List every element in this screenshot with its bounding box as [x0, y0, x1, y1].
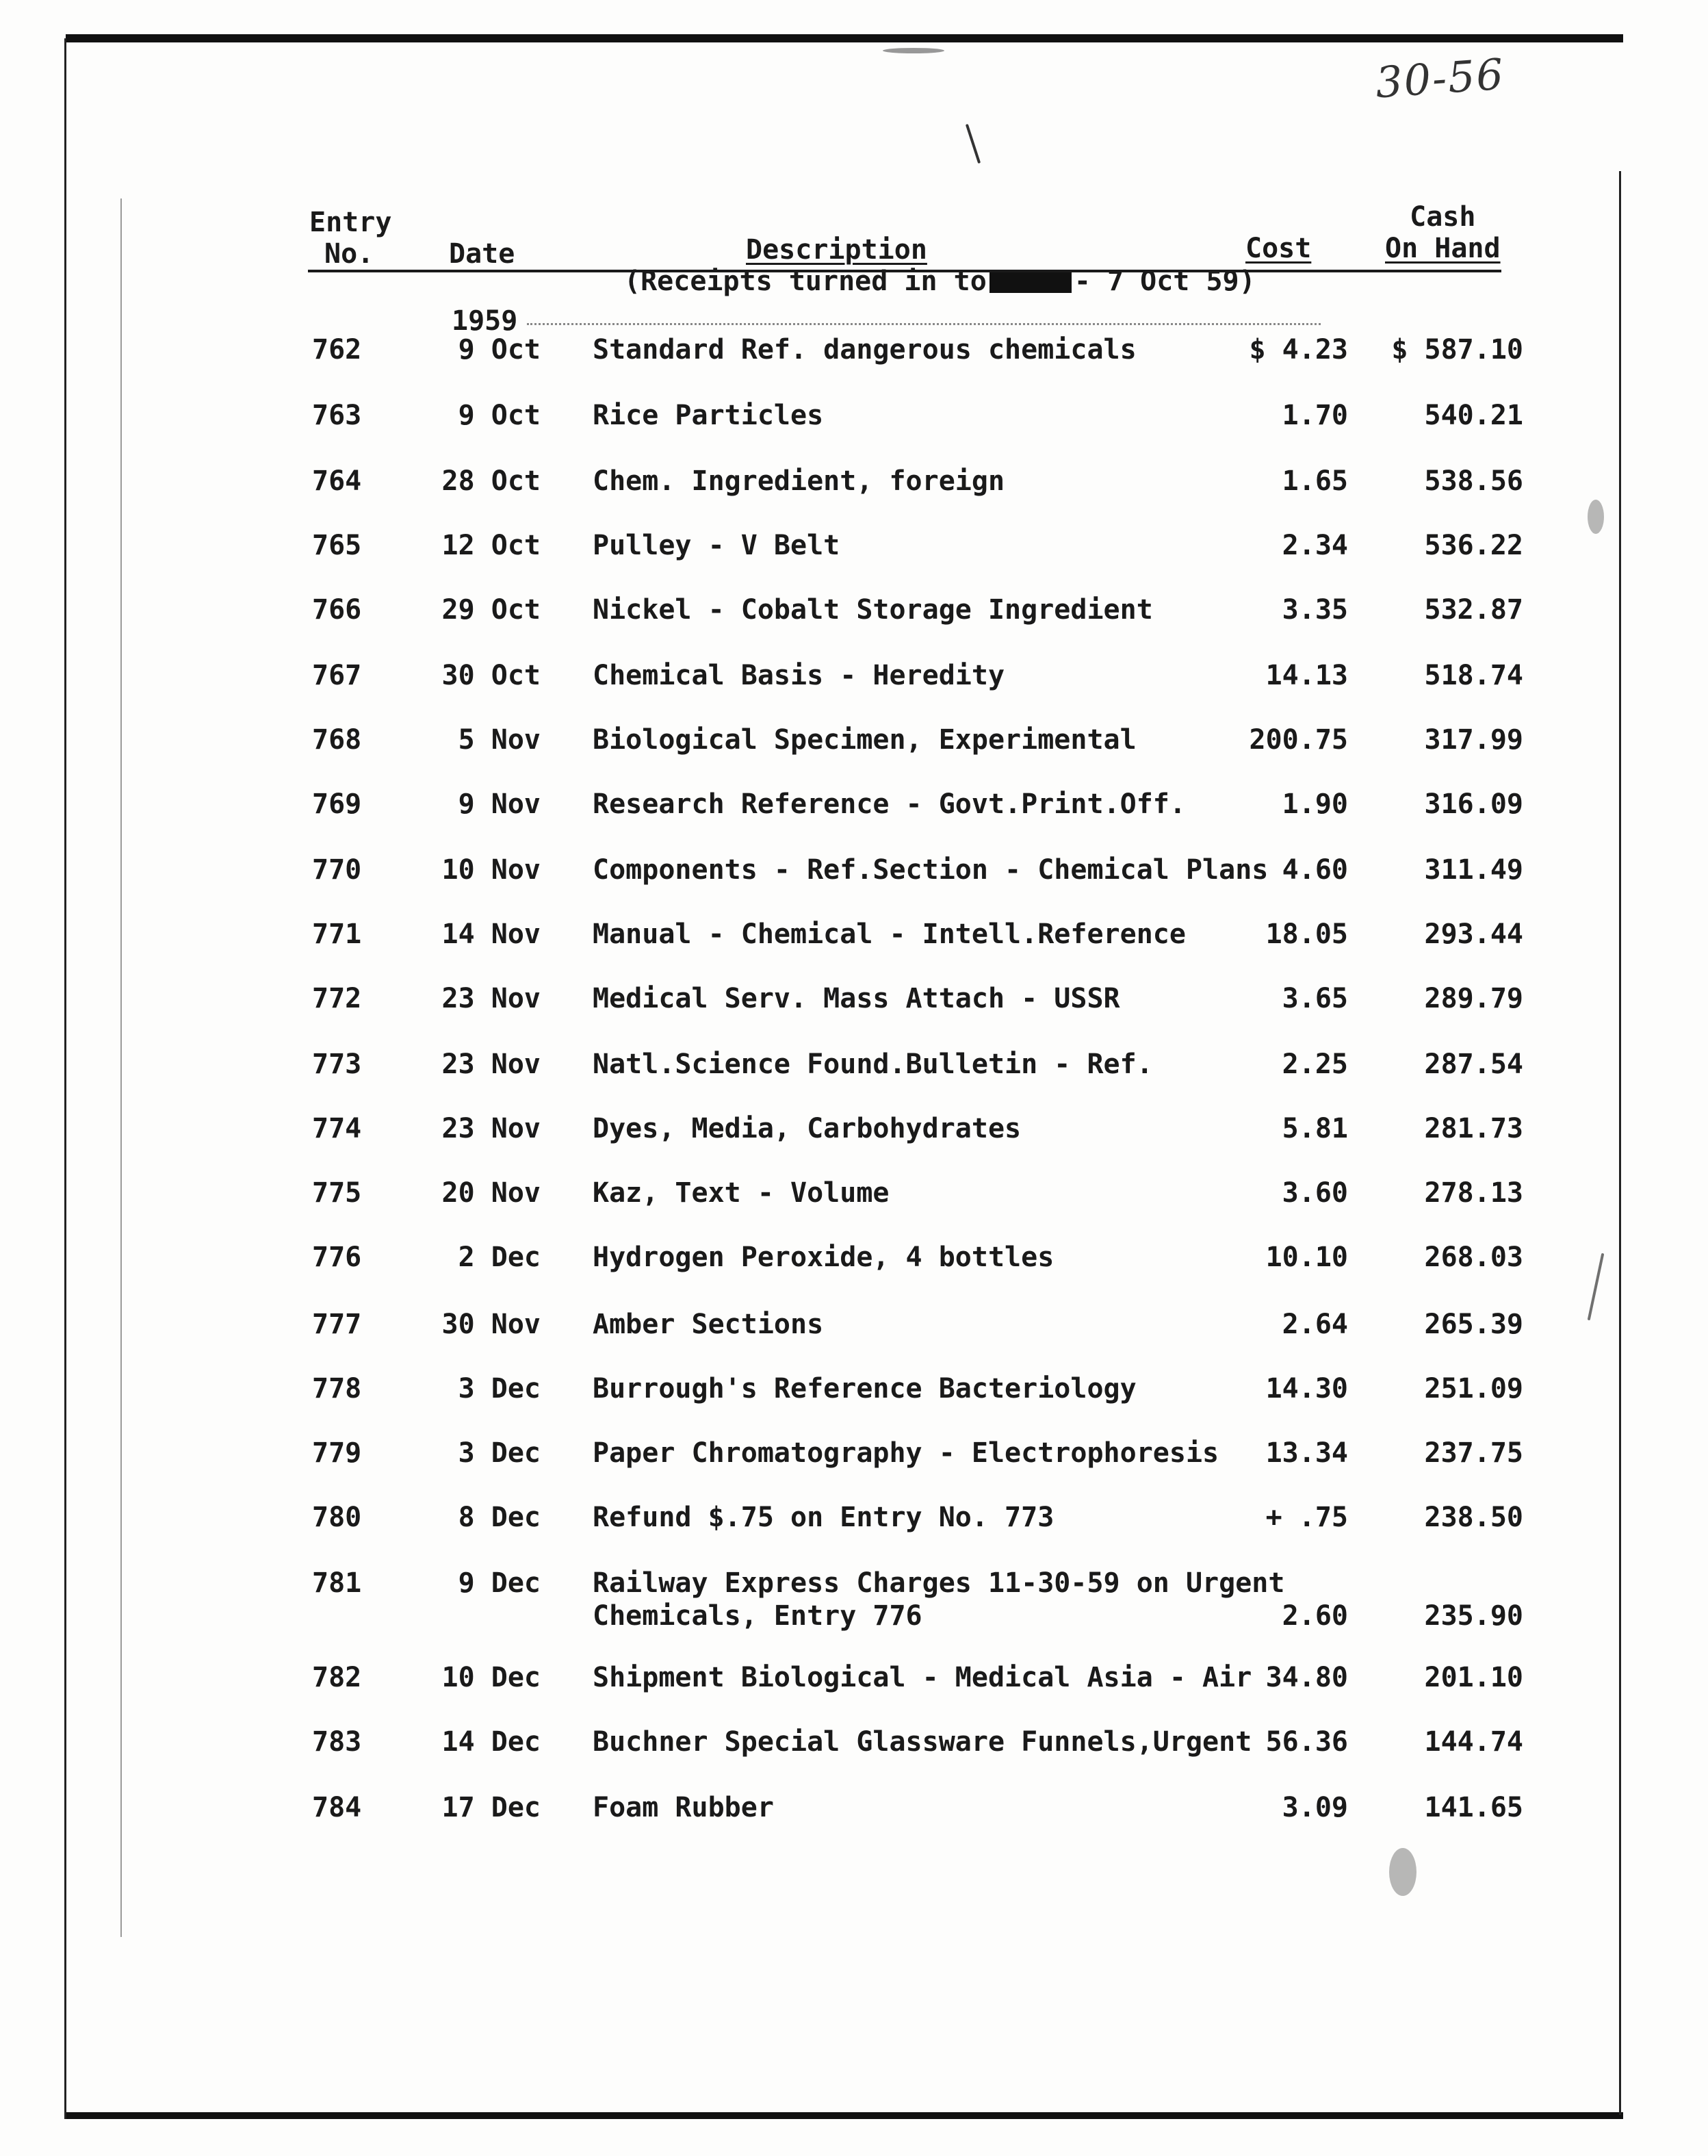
entry-header-line2: No.: [324, 238, 374, 270]
date-cell: 23 Nov: [441, 983, 541, 1014]
date-cell: 29 Oct: [441, 594, 541, 626]
entry-cell: 778: [312, 1373, 362, 1404]
cash-on-hand-cell: 201.10: [1424, 1662, 1523, 1693]
description-cell: Dyes, Media, Carbohydrates: [593, 1113, 1022, 1144]
cash-header-line1: Cash: [1410, 201, 1476, 233]
description-cell-continued: Chemicals, Entry 776: [593, 1600, 922, 1632]
entry-cell: 777: [312, 1309, 362, 1340]
table-row: [0, 660, 1708, 701]
description-cell: Components - Ref.Section - Chemical Plans: [593, 854, 1269, 886]
entry-cell: 779: [312, 1437, 362, 1469]
description-cell: Refund $.75 on Entry No. 773: [593, 1502, 1054, 1533]
cost-cell: 1.65: [1282, 465, 1348, 497]
entry-cell: 770: [312, 854, 362, 886]
table-row: [0, 530, 1708, 571]
cost-cell: + .75: [1265, 1502, 1348, 1533]
cash-on-hand-cell: 238.50: [1424, 1502, 1523, 1533]
cash-on-hand-cell: 532.87: [1424, 594, 1523, 626]
cash-on-hand-cell: 268.03: [1424, 1242, 1523, 1273]
receipts-note-prefix: (Receipts turned in to: [624, 266, 987, 297]
date-cell: 3 Dec: [458, 1437, 541, 1469]
entry-cell: 766: [312, 594, 362, 626]
date-cell: 28 Oct: [441, 465, 541, 497]
description-cell: Foam Rubber: [593, 1792, 774, 1823]
cost-header: [1245, 233, 1311, 264]
entry-cell: 782: [312, 1662, 362, 1693]
entry-cell: 772: [312, 983, 362, 1014]
cost-cell: 2.25: [1282, 1049, 1348, 1080]
date-cell: 10 Dec: [441, 1662, 541, 1693]
table-row: [0, 1567, 1708, 1632]
cost-header-text: Cost: [1245, 233, 1312, 264]
table-row: [0, 1113, 1708, 1154]
entry-header: [309, 207, 391, 270]
cash-on-hand-cell: 235.90: [1424, 1600, 1523, 1632]
date-cell: 9 Dec: [458, 1567, 541, 1599]
cash-on-hand-cell: 311.49: [1424, 854, 1523, 886]
description-cell: Shipment Biological - Medical Asia - Air: [593, 1662, 1252, 1693]
cost-cell: 4.60: [1282, 854, 1348, 886]
description-cell: Railway Express Charges 11-30-59 on Urgent: [593, 1567, 1285, 1599]
cost-cell: 1.90: [1282, 788, 1348, 820]
description-cell: Hydrogen Peroxide, 4 bottles: [593, 1242, 1054, 1273]
year-dotted-leader: [527, 323, 1321, 325]
table-row: [0, 594, 1708, 635]
entry-cell: 771: [312, 919, 362, 950]
table-row: [0, 400, 1708, 441]
cost-cell: 200.75: [1249, 724, 1348, 756]
cost-cell: 2.64: [1282, 1309, 1348, 1340]
scan-speck: [966, 124, 981, 164]
table-row: [0, 1309, 1708, 1350]
table-row: [0, 1242, 1708, 1283]
cash-on-hand-cell: 287.54: [1424, 1049, 1523, 1080]
description-cell: Natl.Science Found.Bulletin - Ref.: [593, 1049, 1153, 1080]
cost-cell: 14.30: [1265, 1373, 1348, 1404]
cash-on-hand-cell: $ 587.10: [1391, 334, 1523, 365]
entry-cell: 776: [312, 1242, 362, 1273]
entry-cell: 774: [312, 1113, 362, 1144]
handwritten-page-number: 30-56: [1373, 49, 1507, 108]
table-row: [0, 788, 1708, 830]
cash-on-hand-cell: 278.13: [1424, 1177, 1523, 1209]
cash-on-hand-cell: 265.39: [1424, 1309, 1523, 1340]
table-row: [0, 724, 1708, 765]
date-cell: 30 Nov: [441, 1309, 541, 1340]
cost-cell: 34.80: [1265, 1662, 1348, 1693]
entry-cell: 764: [312, 465, 362, 497]
cash-on-hand-cell: 141.65: [1424, 1792, 1523, 1823]
bottom-border: [66, 2112, 1623, 2119]
cost-cell: 1.70: [1282, 400, 1348, 431]
year-label: 1959: [452, 305, 518, 337]
entry-cell: 783: [312, 1726, 362, 1758]
entry-header-line1: Entry: [309, 207, 392, 238]
table-row: [0, 334, 1708, 375]
description-cell: Buchner Special Glassware Funnels,Urgent: [593, 1726, 1252, 1758]
entry-cell: 768: [312, 724, 362, 756]
entry-cell: 769: [312, 788, 362, 820]
cost-cell: 3.35: [1282, 594, 1348, 626]
cash-on-hand-cell: 281.73: [1424, 1113, 1523, 1144]
description-cell: Nickel - Cobalt Storage Ingredient: [593, 594, 1153, 626]
cost-cell: 2.34: [1282, 530, 1348, 561]
cost-cell: 10.10: [1265, 1242, 1348, 1273]
table-row: [0, 1437, 1708, 1478]
table-row: [0, 1049, 1708, 1090]
date-cell: 9 Nov: [458, 788, 541, 820]
date-cell: 14 Dec: [441, 1726, 541, 1758]
entry-cell: 773: [312, 1049, 362, 1080]
cost-cell: $ 4.23: [1249, 334, 1348, 365]
cost-cell: 5.81: [1282, 1113, 1348, 1144]
cash-on-hand-cell: 536.22: [1424, 530, 1523, 561]
description-cell: Burrough's Reference Bacteriology: [593, 1373, 1137, 1404]
description-header-text: Description: [746, 234, 927, 266]
date-cell: 20 Nov: [441, 1177, 541, 1209]
date-cell: 8 Dec: [458, 1502, 541, 1533]
table-row: [0, 983, 1708, 1024]
cash-header-line2: On Hand: [1385, 233, 1501, 264]
entry-cell: 775: [312, 1177, 362, 1209]
cost-cell: 2.60: [1282, 1600, 1348, 1632]
cost-cell: 56.36: [1265, 1726, 1348, 1758]
cash-header: [1385, 201, 1501, 264]
entry-cell: 781: [312, 1567, 362, 1599]
table-row: [0, 1502, 1708, 1543]
date-cell: 14 Nov: [441, 919, 541, 950]
description-cell: Chem. Ingredient, foreign: [593, 465, 1005, 497]
cost-cell: 18.05: [1265, 919, 1348, 950]
date-cell: 3 Dec: [458, 1373, 541, 1404]
description-cell: Medical Serv. Mass Attach - USSR: [593, 983, 1120, 1014]
table-row: [0, 1662, 1708, 1703]
entry-cell: 762: [312, 334, 362, 365]
date-cell: 23 Nov: [441, 1049, 541, 1080]
entry-cell: 780: [312, 1502, 362, 1533]
cash-on-hand-cell: 237.75: [1424, 1437, 1523, 1469]
cash-on-hand-cell: 144.74: [1424, 1726, 1523, 1758]
table-row: [0, 1373, 1708, 1414]
description-cell: Chemical Basis - Heredity: [593, 660, 1005, 691]
cash-on-hand-cell: 316.09: [1424, 788, 1523, 820]
date-cell: 5 Nov: [458, 724, 541, 756]
date-cell: 12 Oct: [441, 530, 541, 561]
cost-cell: 14.13: [1265, 660, 1348, 691]
date-cell: 2 Dec: [458, 1242, 541, 1273]
date-header: Date: [449, 238, 515, 270]
entry-cell: 765: [312, 530, 362, 561]
entry-cell: 763: [312, 400, 362, 431]
receipts-note-suffix: - 7 Oct 59): [1074, 266, 1256, 297]
scan-speck: [883, 48, 944, 53]
cost-cell: 13.34: [1265, 1437, 1348, 1469]
table-row: [0, 1726, 1708, 1767]
cash-on-hand-cell: 538.56: [1424, 465, 1523, 497]
date-cell: 9 Oct: [458, 400, 541, 431]
cash-on-hand-cell: 289.79: [1424, 983, 1523, 1014]
description-cell: Rice Particles: [593, 400, 824, 431]
description-cell: Kaz, Text - Volume: [593, 1177, 890, 1209]
cash-on-hand-cell: 317.99: [1424, 724, 1523, 756]
description-cell: Pulley - V Belt: [593, 530, 840, 561]
cost-cell: 3.09: [1282, 1792, 1348, 1823]
description-cell: Manual - Chemical - Intell.Reference: [593, 919, 1186, 950]
description-header: [746, 234, 927, 266]
description-cell: Paper Chromatography - Electrophoresis: [593, 1437, 1219, 1469]
redaction-mark: [989, 272, 1072, 293]
table-row: [0, 854, 1708, 895]
receipts-note: [624, 266, 1256, 297]
table-row: [0, 1792, 1708, 1833]
date-cell: 10 Nov: [441, 854, 541, 886]
cost-cell: 3.65: [1282, 983, 1348, 1014]
cash-on-hand-cell: 518.74: [1424, 660, 1523, 691]
cost-cell: 3.60: [1282, 1177, 1348, 1209]
description-cell: Biological Specimen, Experimental: [593, 724, 1137, 756]
table-row: [0, 465, 1708, 506]
cash-on-hand-cell: 540.21: [1424, 400, 1523, 431]
table-row: [0, 919, 1708, 960]
table-row: [0, 1177, 1708, 1218]
date-cell: 23 Nov: [441, 1113, 541, 1144]
entry-cell: 784: [312, 1792, 362, 1823]
description-cell: Research Reference - Govt.Print.Off.: [593, 788, 1186, 820]
scan-speck: [1588, 500, 1604, 534]
description-cell: Amber Sections: [593, 1309, 824, 1340]
date-cell: 9 Oct: [458, 334, 541, 365]
date-cell: 17 Dec: [441, 1792, 541, 1823]
cash-on-hand-cell: 293.44: [1424, 919, 1523, 950]
scan-speck: [1389, 1848, 1416, 1896]
top-border: [66, 34, 1623, 42]
date-cell: 30 Oct: [441, 660, 541, 691]
cash-on-hand-cell: 251.09: [1424, 1373, 1523, 1404]
entry-cell: 767: [312, 660, 362, 691]
description-cell: Standard Ref. dangerous chemicals: [593, 334, 1137, 365]
